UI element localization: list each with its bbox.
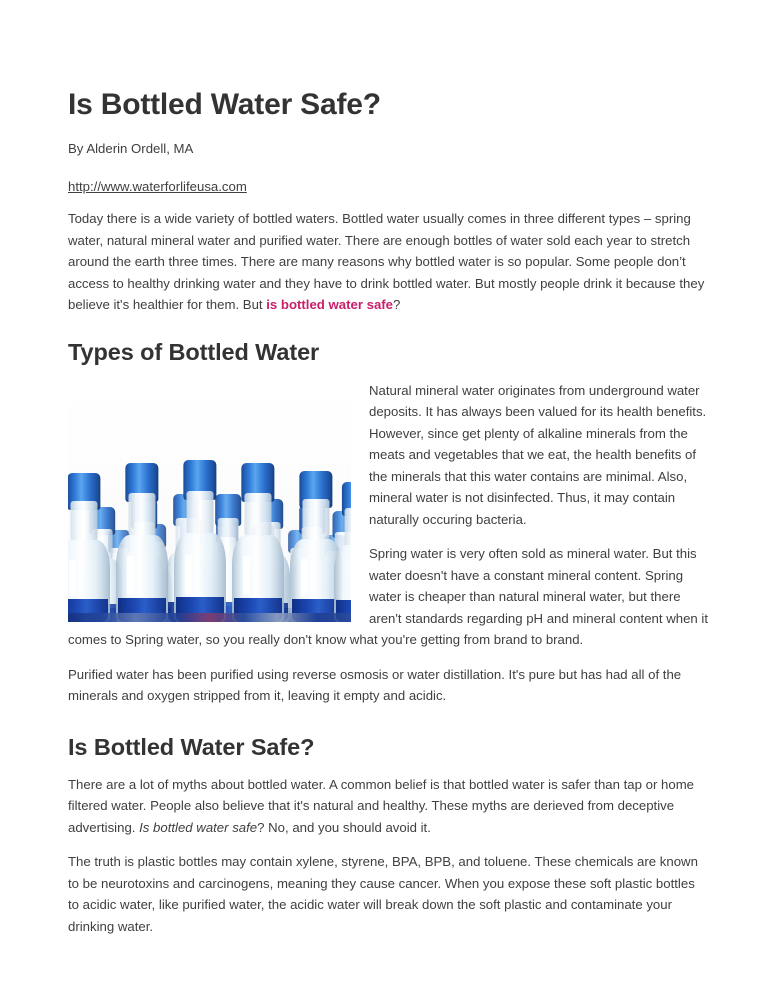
section-heading-types: Types of Bottled Water: [68, 338, 320, 365]
bottle: [232, 472, 284, 622]
bottle-neck: [128, 493, 155, 538]
myths-italic-phrase: Is bottled water safe: [139, 819, 258, 835]
bottle: [68, 482, 110, 622]
bottle-neck: [302, 499, 329, 542]
mineral-water-paragraph: Natural mineral water originates from underground water deposits. It has always been valued for its health benefits. However, since get plenty of alkaline minerals from the meats and vegetables that we eat, the health benefits of the minerals that this water contains are minimal. Also, mineral water is not disinfected. Thus, it may contain naturally occuring bacteria.: [369, 382, 707, 527]
purified-water-paragraph: Purified water has been purified using reverse osmosis or water distillation. It's pure but has had all of the minerals and oxygen stripped from it, leaving it empty and acidic.: [68, 666, 682, 703]
photo-foreground-labels: [68, 613, 351, 622]
bottle-neck: [70, 501, 97, 543]
bottle-neck: [244, 493, 271, 538]
bottle-neck: [186, 491, 213, 537]
bottle-highlight: [243, 556, 249, 595]
source-url-link[interactable]: http://www.waterforlifeusa.com: [68, 179, 247, 194]
bottle: [116, 472, 168, 622]
intro-text-tail: ?: [393, 297, 401, 312]
intro-text-lead: Today there is a wide variety of bottled waters. Bottled water usually comes in three different types – spring water, natural mineral water and purified water. There are enough bottles of water sold each year to stretch around the earth three times. There are many reasons why bottled water is so popular. Some people don’t access to healthy drinking water and they have to drink bottled water. But mostly people drink it because they believe it's healthier for them. But: [68, 211, 705, 312]
byline: By Alderin Ordell, MA: [68, 141, 194, 156]
bottle-neck: [345, 508, 351, 548]
bottle-highlight: [69, 560, 75, 596]
bottle-highlight: [301, 559, 307, 596]
bottle-highlight: [127, 556, 133, 595]
bottle: [174, 470, 226, 622]
section-heading-safety: Is Bottled Water Safe?: [68, 733, 315, 760]
bottle-highlight: [185, 555, 191, 595]
page-title: Is Bottled Water Safe?: [68, 88, 381, 121]
bottled-water-photo: [68, 384, 351, 622]
intro-paragraph: [68, 208, 708, 316]
bottle: [334, 490, 351, 622]
intro-highlight-phrase: is bottled water safe: [266, 297, 394, 312]
bottle-rows: [68, 462, 351, 622]
chemicals-paragraph: The truth is plastic bottles may contain xylene, styrene, BPA, BPB, and toluene. These chemicals are known to be neurotoxins and carcinogens, meaning they cause cancer. When you expose these soft plastic bottles to acidic water, like purified water, the acidic water will break down the soft plastic and contaminate your drinking water.: [68, 854, 698, 934]
myths-text-lead: There are a lot of myths about bottled water. A common belief is that bottled water is safer than tap or home filtered water. People also believe that it's natural and healthy. These myths are derieved from deceptive advertising.: [68, 776, 695, 835]
myths-text-tail: ? No, and you should avoid it.: [257, 819, 431, 835]
spring-water-paragraph: Spring water is very often sold as mineral water. But this water doesn't have a constant mineral content. Spring water is cheaper than natural mineral water, but there aren't standards regarding pH and mineral content when it comes to Spring water, so you really don't know what you're getting from brand to brand.: [68, 546, 708, 647]
myths-paragraph: [68, 774, 708, 839]
